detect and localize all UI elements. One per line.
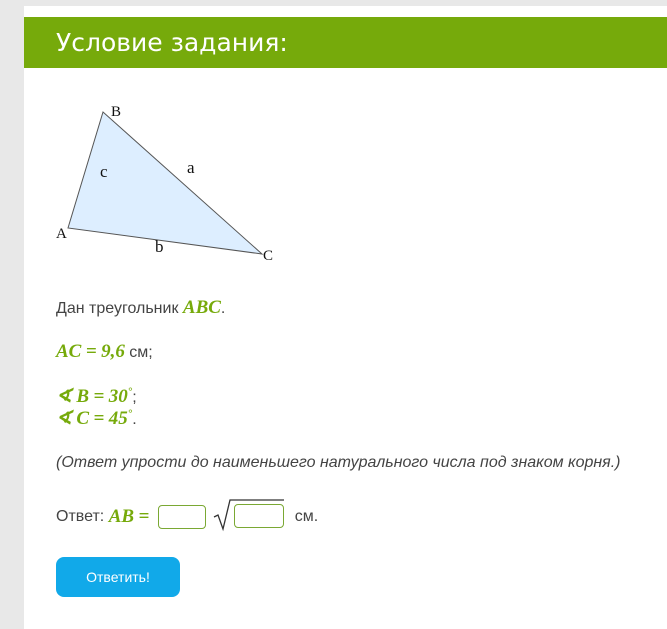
task-title: Условие задания: [56, 28, 288, 57]
sqrt-group [210, 502, 290, 532]
answer-unit: см. [294, 508, 319, 525]
side-name: AC [56, 341, 82, 362]
statement-angle-b: ∢ B = 30°; [56, 385, 137, 407]
statement-intro: Дан треугольник ABC. [56, 297, 226, 318]
vertex-label-c: C [263, 248, 274, 264]
submit-button[interactable]: Ответить! [56, 557, 180, 597]
side-unit: см; [129, 344, 153, 361]
angle-b-value: 30 [108, 386, 128, 407]
side-value: 9,6 [101, 341, 125, 362]
side-label-a: a [187, 158, 195, 177]
task-header [24, 17, 667, 68]
coefficient-input[interactable] [158, 505, 206, 529]
answer-row: Ответ: AB = см. [56, 502, 318, 532]
hint-text: (Ответ упрости до наименьшего натурального числа под знаком корня.) [56, 454, 621, 471]
task-card [24, 0, 667, 629]
angle-c-value: 45 [108, 408, 128, 429]
radicand-input[interactable] [234, 504, 284, 528]
vertex-label-b: B [111, 104, 122, 120]
triangle-name: ABC [182, 297, 221, 318]
statement-angle-c: ∢ C = 45°. [56, 407, 137, 429]
angle-icon: ∢ [56, 408, 72, 429]
side-label-b: b [155, 237, 164, 256]
side-label-c: c [100, 162, 108, 181]
angle-icon: ∢ [56, 386, 72, 407]
answer-var: AB [108, 506, 135, 527]
vertex-label-a: A [56, 226, 67, 242]
answer-label: Ответ: [56, 508, 105, 525]
statement-side: AC = 9,6 см; [56, 341, 153, 362]
triangle-figure [58, 96, 288, 266]
triangle-shape [68, 112, 262, 254]
top-strip [24, 0, 667, 6]
